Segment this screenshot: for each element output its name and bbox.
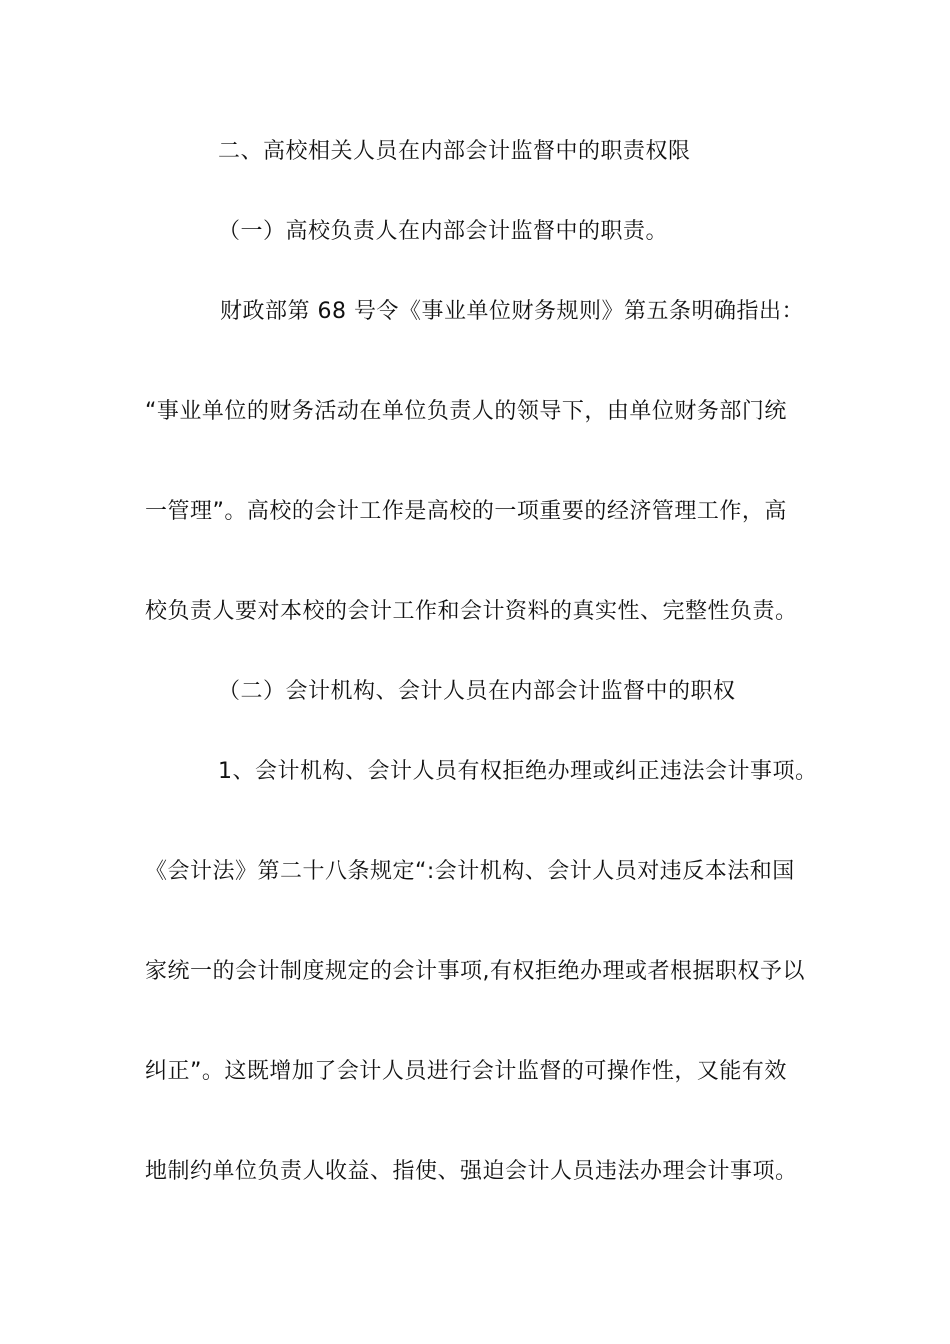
paragraph-line: 纠正”。这既增加了会计人员进行会计监督的可操作性，又能有效 (145, 1059, 787, 1084)
paragraph-line: 地制约单位负责人收益、指使、强迫会计人员违法办理会计事项。 (145, 1159, 798, 1184)
paragraph-line: 家统一的会计制度规定的会计事项,有权拒绝办理或者根据职权予以 (145, 959, 805, 984)
paragraph-line: “事业单位的财务活动在单位负责人的领导下，由单位财务部门统 (145, 399, 787, 424)
paragraph-line: 《会计法》第二十八条规定“:会计机构、会计人员对违反本法和国 (145, 859, 795, 884)
paragraph-line: 1、会计机构、会计人员有权拒绝办理或纠正违法会计事项。 (218, 759, 818, 784)
subsection-2-title: （二）会计机构、会计人员在内部会计监督中的职权 (218, 679, 736, 704)
paragraph-line: 财政部第 68 号令《事业单位财务规则》第五条明确指出： (220, 299, 804, 324)
paragraph-line: 校负责人要对本校的会计工作和会计资料的真实性、完整性负责。 (145, 599, 798, 624)
section-heading: 二、高校相关人员在内部会计监督中的职责权限 (218, 139, 691, 164)
paragraph-line: 一管理”。高校的会计工作是高校的一项重要的经济管理工作，高 (145, 499, 787, 524)
subsection-1-title: （一）高校负责人在内部会计监督中的职责。 (218, 219, 669, 244)
